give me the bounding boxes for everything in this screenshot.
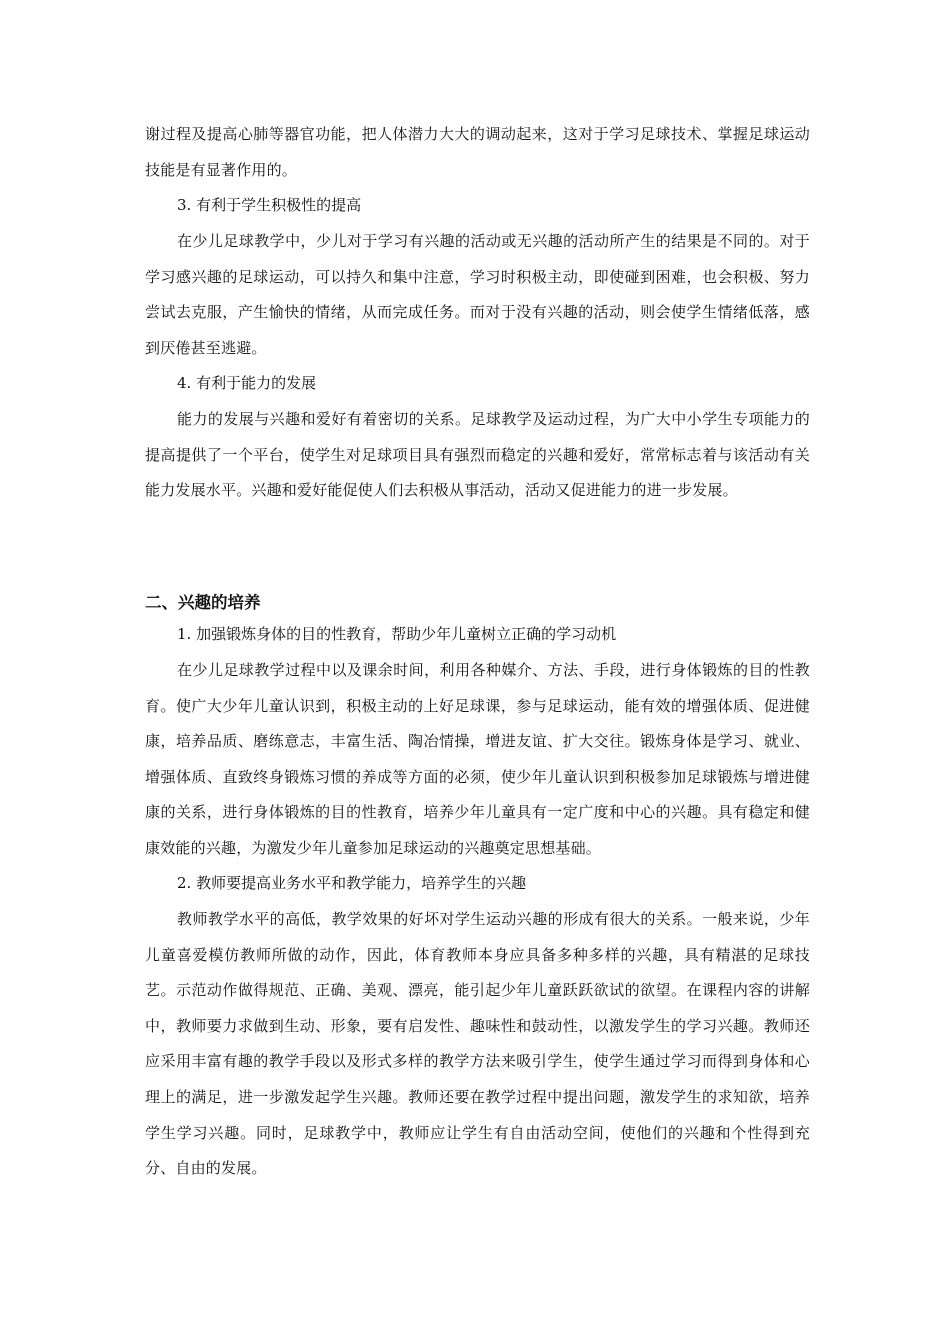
paragraph-purpose-education: 在少儿足球教学过程中以及课余时间，利用各种媒介、方法、手段，进行身体锻炼的目的性教育。使广大少年儿童认识到，积极主动的上好足球课，参与足球运动，能有效的增强体质、促进健康，培养品质、磨练意志，丰富生活、陶冶情操，增进友谊、扩大交往。锻炼身体是学习、就业、增强体质、直致终身锻炼习惯的养成等方面的必须，使少年儿童认识到积极参加足球锻炼与增进健康的关系，进行身体锻炼的目的性教育，培养少年儿童具有一定广度和中心的兴趣。具有稳定和健康效能的兴趣，为激发少年儿童参加足球运动的兴趣奠定思想基础。: [145, 661, 810, 857]
subheading-purpose-education: 1. 加强锻炼身体的目的性教育，帮助少年儿童树立正确的学习动机: [177, 625, 617, 643]
subheading-enthusiasm: 3. 有利于学生积极性的提高: [177, 196, 362, 214]
paragraph-enthusiasm: 在少儿足球教学中，少儿对于学习有兴趣的活动或无兴趣的活动所产生的结果是不同的。对于学习感兴趣的足球运动，可以持久和集中注意，学习时积极主动，即使碰到困难，也会积极、努力尝试去克服，产生愉快的情绪，从而完成任务。而对于没有兴趣的活动，则会使学生情绪低落，感到厌倦甚至逃避。: [145, 232, 810, 357]
paragraph-metabolism-benefit: 谢过程及提高心肺等器官功能，把人体潜力大大的调动起来，这对于学习足球技术、掌握足球运动技能是有显著作用的。: [145, 125, 810, 179]
paragraph-teacher-ability: 教师教学水平的高低，教学效果的好坏对学生运动兴趣的形成有很大的关系。一般来说，少年儿童喜爱模仿教师所做的动作，因此，体育教师本身应具备多种多样的兴趣，具有精湛的足球技艺。示范动作做得规范、正确、美观、漂亮，能引起少年儿童跃跃欲试的欲望。在课程内容的讲解中，教师要力求做到生动、形象，要有启发性、趣味性和鼓动性，以激发学生的学习兴趣。教师还应采用丰富有趣的教学手段以及形式多样的教学方法来吸引学生，使学生通过学习而得到身体和心理上的满足，进一步激发起学生兴趣。教师还要在教学过程中提出问题，激发学生的求知欲，培养学生学习兴趣。同时，足球教学中，教师应让学生有自由活动空间，使他们的兴趣和个性得到充分、自由的发展。: [145, 910, 810, 1178]
subheading-teacher-ability: 2. 教师要提高业务水平和教学能力，培养学生的兴趣: [177, 874, 527, 892]
section-heading-interest-cultivation: 二、兴趣的培养: [145, 593, 261, 612]
subheading-ability: 4. 有利于能力的发展: [177, 374, 317, 392]
paragraph-ability: 能力的发展与兴趣和爱好有着密切的关系。足球教学及运动过程，为广大中小学生专项能力的提高提供了一个平台，使学生对足球项目具有强烈而稳定的兴趣和爱好，常常标志着与该活动有关能力发展水平。兴趣和爱好能促使人们去积极从事活动，活动又促进能力的进一步发展。: [145, 410, 810, 500]
